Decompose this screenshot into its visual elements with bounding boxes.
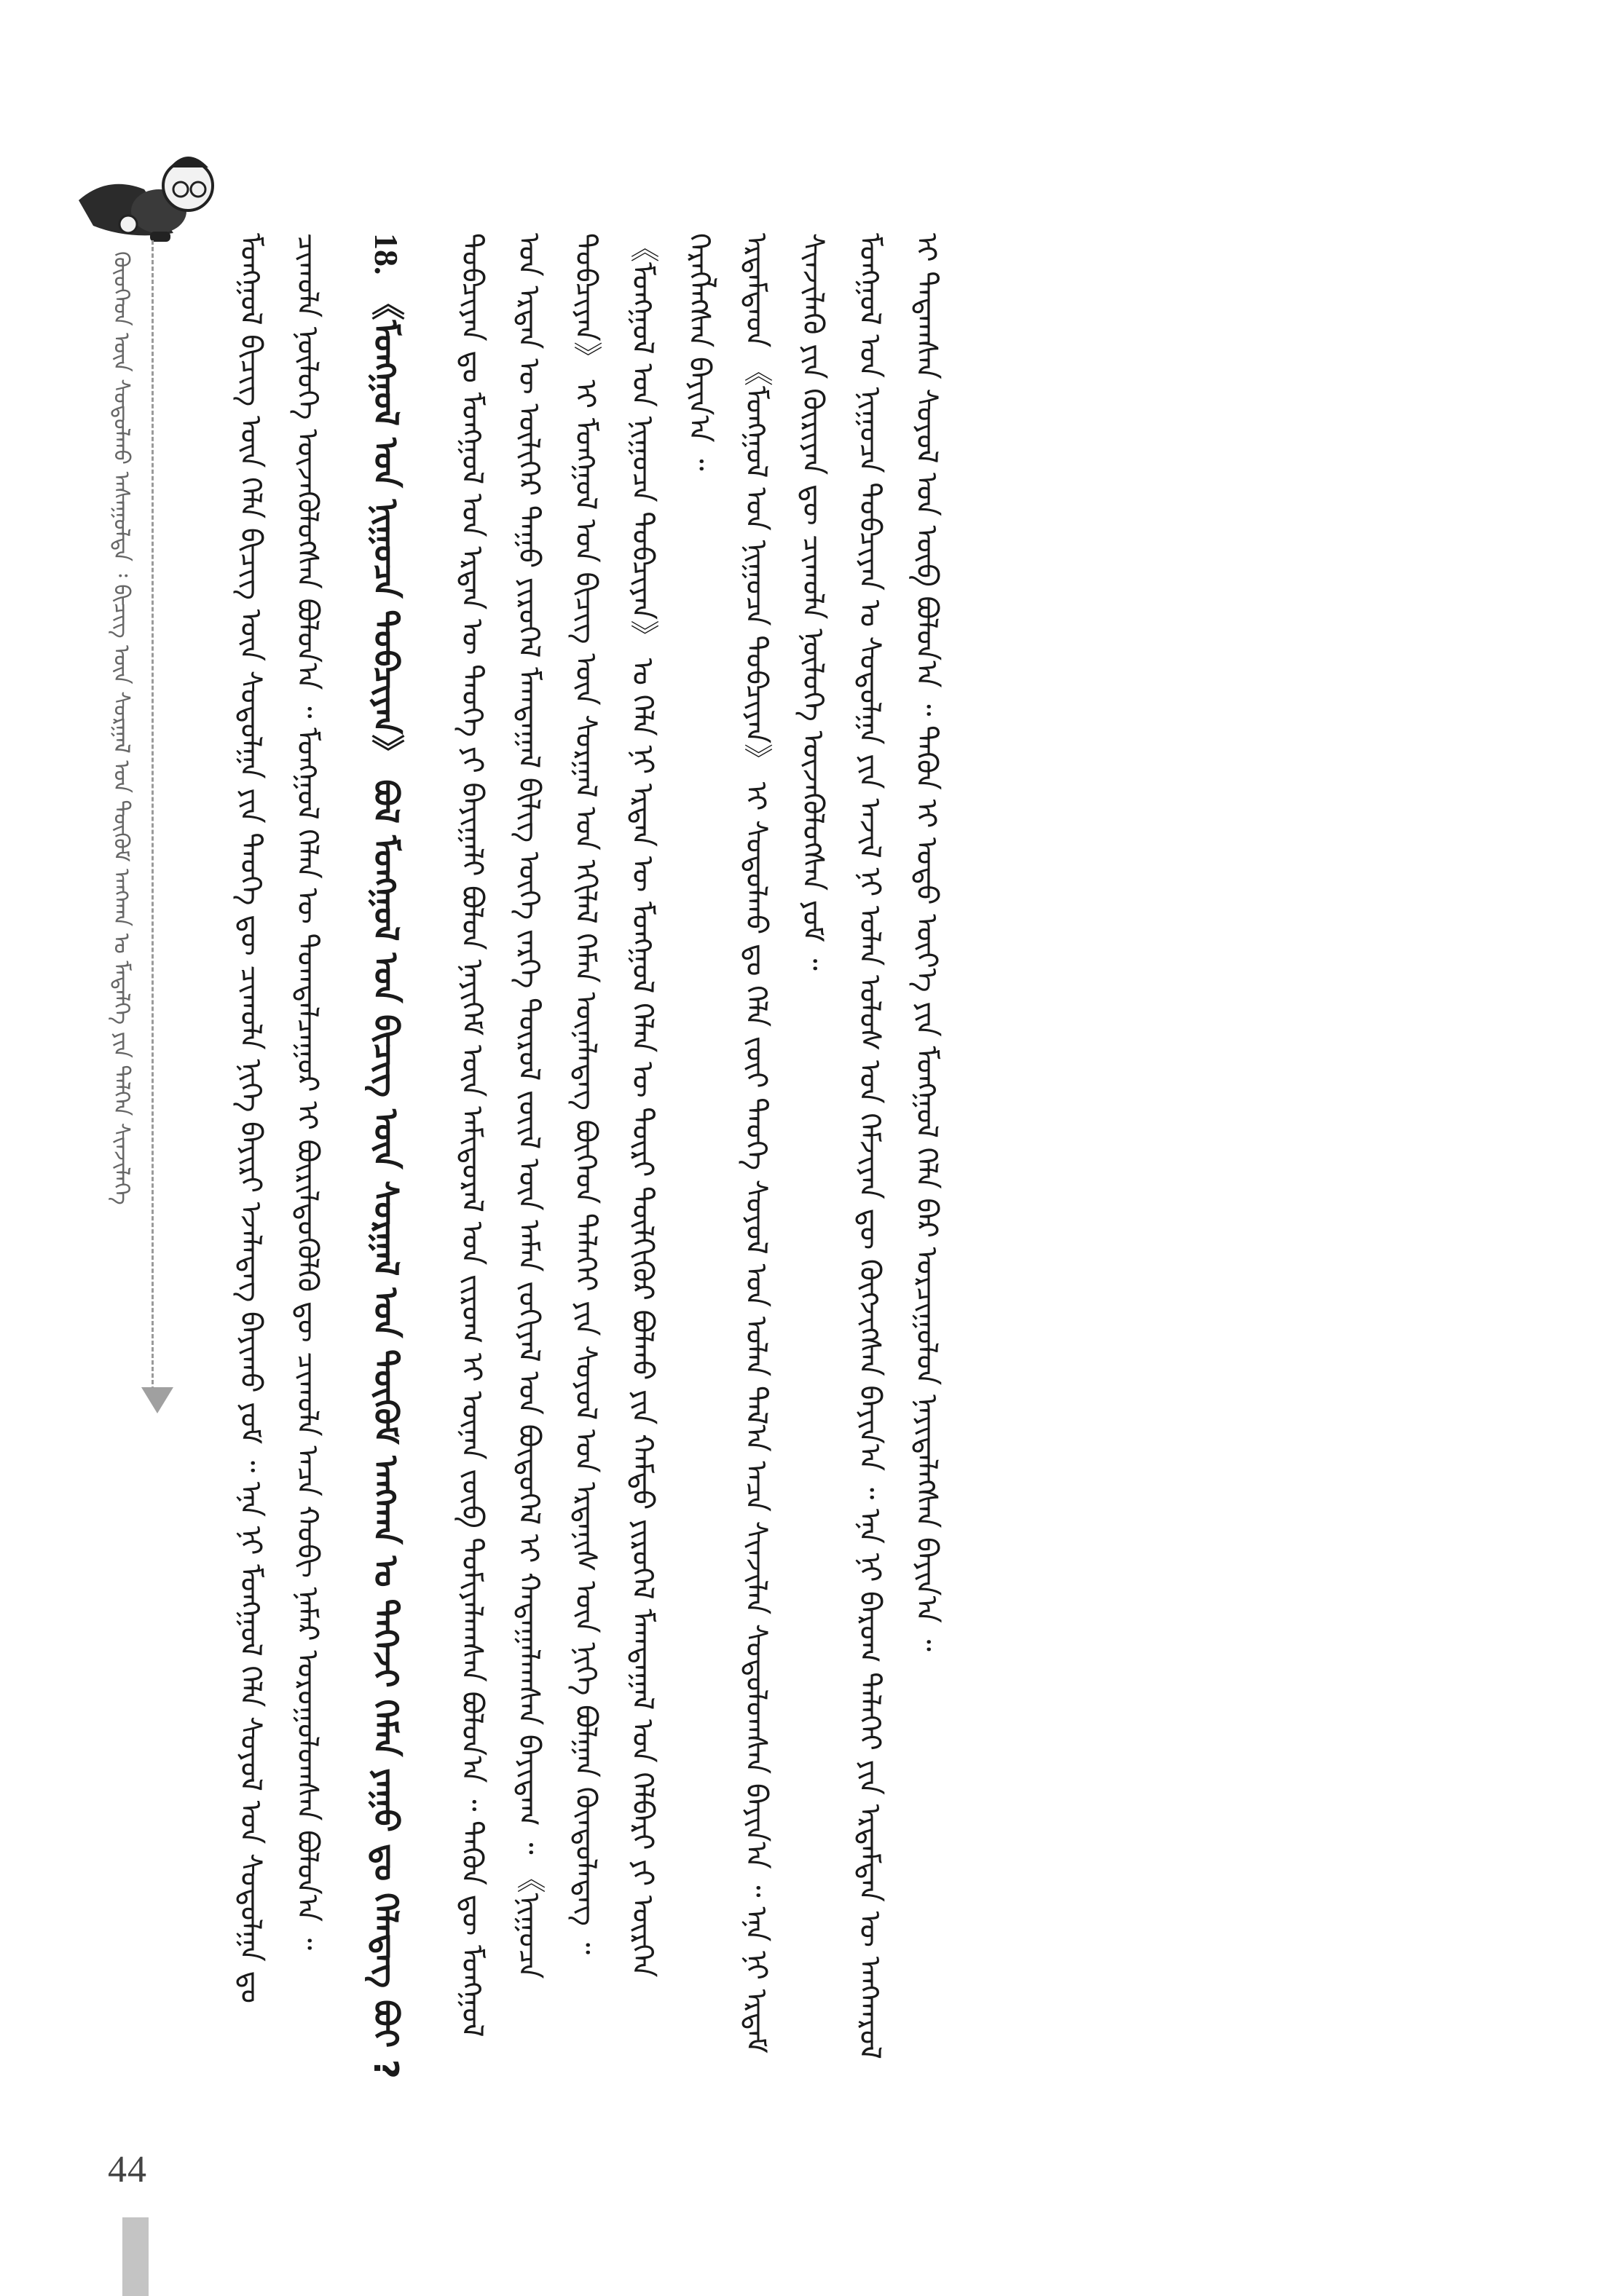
paragraph: ᠲᠣᠪᠴᠢᠶᠠᠨ ᠳᠤ ᠮᠣᠩᠭᠣᠯ ᠤᠨ ᠡᠷᠲᠡᠨ ᠦ ᠲᠡᠦᠬᠡ ᠶᠢ ᠪᠠᠶᠢᠭᠠᠯᠢ ᠪᠣᠯᠤᠨ ᠨᠡᠶᠢᠭᠡᠮ ᠦᠨ ᠠᠮᠢᠳᠤᠷᠠᠯ ᠤᠨ ᠵᠢᠷᠤᠭ ᠢ ᠦᠨᠡᠨ ᠵᠥᠪ ᠲᠣᠮᠢᠶᠠᠯᠠᠭᠰᠠᠨ ᠪᠣᠯᠤᠨ᠎ᠠ ᠃ ᠲᠡᠭᠦᠨ ᠳᠦ ᠮᠣᠩᠭᠣᠯ ᠤᠨ ᠡᠷᠲᠡᠨ ᠦ ᠦᠯᠢᠭᠡᠷ ᠳᠠᠭᠤ ᠶᠢᠷᠦᠭᠡᠯ ᠮᠠᠭᠲᠠᠭᠠᠯ ᠪᠢᠯᠢᠭ ᠦᠭᠡ ᠵᠡᠷᠭᠡ ᠲᠥᠷᠦᠯ ᠵᠦᠢᠯ ᠦᠨ ᠠᠮᠠᠨ ᠵᠣᠬᠢᠶᠠᠯ ᠤᠨ ᠪᠦᠲᠦᠭᠡᠯ ᠢ ᠬᠠᠳᠠᠭᠠᠯᠠᠭᠰᠠᠨ ᠪᠠᠶᠢᠳᠠᠭ ᠃ 《ᠨᠢᠭᠤᠴᠠ ᠲᠣᠪᠴᠢᠶᠠᠨ》 ᠢ ᠮᠣᠩᠭᠣᠯ ᠤᠨ ᠪᠢᠴᠢᠭ ᠦᠨ ᠰᠤᠷᠭᠠᠯ ᠤᠨ ᠡᠬᠢᠯᠡᠯ ᠬᠡᠮᠡᠨ ᠦᠨᠡᠯᠡᠳᠡᠭ ᠪᠥᠭᠡᠳ ᠳᠡᠯᠡᠬᠡᠢ ᠶᠢᠨ ᠰᠣᠶᠣᠯ ᠤᠨ ᠡᠷᠳᠡᠨᠢᠰ ᠦᠨ ᠨᠢᠭᠡ ᠪᠣᠯᠭᠠᠨ ᠬᠦᠨᠳᠦᠯᠡᠳᠡᠭ ᠃ 《ᠮᠣᠩᠭᠣᠯ ᠤᠨ ᠨᠢᠭᠤᠴᠠ ᠲᠣᠪᠴᠢᠶᠠᠨ》 ᠤ ᠬᠡᠯᠡ ᠨᠢ ᠡᠷᠲᠡᠨ ᠦ ᠮᠣᠩᠭᠣᠯ ᠬᠡᠯᠡᠨ ᠦ ᠳᠦᠷᠢ ᠲᠦᠯᠬᠢᠭᠦᠷ ᠪᠣᠯᠬᠤ ᠶᠢᠨ ᠬᠠᠮᠲᠤ ᠶᠢᠷᠦᠭᠡᠯ ᠮᠠᠭᠲᠠᠭᠠᠯ ᠤᠨ ᠬᠡᠯᠪᠡᠷᠢ ᠶᠢ ᠥᠷᠭᠡᠨ ᠬᠡᠷᠡᠭᠯᠡᠭᠰᠡᠨ ᠪᠠᠶᠢᠨ᠎ᠠ ᠃ [455,233,716,2037]
question-heading [358,233,414,2083]
heading-text: 《ᠮᠣᠩᠭᠣᠯ ᠤᠨ ᠨᠢᠭᠤᠴᠠ ᠲᠣᠪᠴᠢᠶᠠᠨ》 ᠪᠣᠯ ᠮᠣᠩᠭᠣᠯ ᠤᠨ ᠪᠢᠴᠢᠭ ᠦᠨ ᠰᠤᠷᠭᠠᠯ ᠤᠨ ᠲᠦᠬᠦᠮ ᠠᠩᠬᠠᠨ ᠤ ᠳᠡᠭᠡᠵᠢ ᠬᠡᠮᠡᠨ ᠶᠠᠭᠤ ᠳᠤ ᠬᠡᠯᠡᠳᠡᠭ ᠪᠤᠢ ? [366,286,406,2079]
paragraph: ᠮᠣᠩᠭᠣᠯ ᠪᠢᠴᠢᠭ ᠦᠨ ᠬᠡᠯᠡ ᠪᠢᠴᠢᠭ ᠦᠨ ᠰᠤᠳᠤᠯᠭᠠ ᠶᠢᠨ ᠲᠡᠦᠬᠡ ᠳᠦ ᠴᠢᠬᠤᠯᠠ ᠨᠢᠭᠡ ᠪᠠᠶᠢᠷᠢ ᠡᠵᠡᠯᠡᠳᠡᠭ ᠪᠠᠶᠢᠬᠤ ᠶᠤᠮ ᠃ ᠡᠨᠡ ᠨᠢ ᠮᠣᠩᠭᠣᠯ ᠬᠡᠯᠡ ᠰᠣᠶᠣᠯ ᠤᠨ ᠰᠤᠳᠤᠯᠭᠠ ᠳᠤ ᠴᠢᠬᠤᠯᠠ ᠨᠥᠯᠦᠭᠡ ᠦᠵᠡᠭᠦᠯᠦᠭᠰᠡᠨ ᠪᠣᠯᠤᠨ᠎ᠠ ᠃ ᠮᠣᠩᠭᠣᠯ ᠬᠡᠯᠡᠨ ᠦ ᠲᠣᠭᠲᠠᠯᠴᠠᠭᠤᠷ ᠢ ᠪᠦᠷᠢᠯᠳᠦᠭᠦᠯᠬᠦ ᠳᠦ ᠴᠢᠬᠤᠯᠠ ᠠᠴᠠ ᠬᠤᠪᠢ ᠨᠡᠮᠡᠷ ᠣᠷᠣᠭᠤᠯᠤᠭᠰᠠᠨ ᠪᠣᠯᠤᠨ᠎ᠠ ᠃ [234,233,324,2004]
main-text [222,233,1460,2083]
dashed-divider [152,240,154,1391]
page-number: 44 [108,2149,147,2190]
running-head: ᠬᠦᠦᠬᠡᠳ ᠦᠨ ᠰᠤᠳᠤᠯᠬᠤ ᠠᠰᠠᠭᠤᠯᠲᠠ ᠄ ᠪᠢᠴᠢᠭ ᠦᠨ ᠰᠤᠷᠭᠠᠯ ᠤᠨ ᠲᠦᠬᠦᠮ ᠠᠩᠬᠠᠨ ᠤ ᠮᠡᠳᠡᠯᠭᠡ ᠶᠢᠨ ᠳᠡᠯᠭᠡᠨ ᠰᠢᠨᠵᠢᠯᠡᠭᠡ [109,251,134,1205]
heading-number: 18. [368,233,405,275]
side-tab [122,2217,149,2296]
paragraph: ᠡᠷᠳᠡᠮᠲᠡᠳ 《ᠮᠣᠩᠭᠣᠯ ᠤᠨ ᠨᠢᠭᠤᠴᠠ ᠲᠣᠪᠴᠢᠶᠠᠨ》 ᠢ ᠰᠤᠳᠤᠯᠬᠤ ᠳᠤ ᠬᠡᠯᠡ ᠵᠦᠢ ᠲᠡᠦᠬᠡ ᠰᠣᠶᠣᠯ ᠤᠨ ᠣᠯᠠᠨ ᠲᠠᠯ᠎ᠠ ᠠᠴᠠ ᠰᠢᠨᠵᠢᠯᠡᠨ ᠰᠤᠳᠤᠯᠤᠭᠰᠠᠨ ᠪᠠᠶᠢᠨ᠎ᠠ ᠃ ᠡᠨᠡ ᠨᠢ ᠡᠷᠳᠡᠮ ᠰᠢᠨᠵᠢᠯᠡᠬᠦ ᠶᠢᠨ ᠬᠦᠷᠢᠶᠡᠨ ᠳᠦ ᠴᠢᠬᠤᠯᠠ ᠨᠥᠯᠦᠭᠡ ᠦᠵᠡᠭᠦᠯᠦᠭᠰᠡᠨ ᠶᠤᠮ ᠃ [739,233,830,2054]
paragraph: ᠮᠣᠩᠭᠣᠯ ᠤᠨ ᠨᠢᠭᠤᠴᠠ ᠲᠣᠪᠴᠢᠶᠠᠨ ᠤ ᠰᠤᠳᠤᠯᠭᠠ ᠶᠢᠨ ᠠᠵᠢᠯ ᠨᠢ ᠣᠯᠠᠨ ᠤᠯᠤᠰ ᠤᠨ ᠬᠡᠮᠵᠢᠶᠡᠨ ᠳᠦ ᠬᠥᠭᠵᠢᠭᠰᠡᠨ ᠪᠠᠶᠢᠨ᠎ᠠ ᠃ ᠡᠨᠡ ᠨᠢ ᠪᠠᠷᠤᠭ ᠳᠡᠯᠡᠬᠡᠢ ᠶᠢᠨ ᠡᠷᠳᠡᠮᠲᠡᠨ ᠦ ᠠᠩᠬᠠᠷᠤᠯ ᠢ ᠲᠠᠲᠠᠭᠰᠠᠨ ᠰᠣᠶᠣᠯ ᠤᠨ ᠥᠪ ᠪᠣᠯᠤᠨ᠎ᠠ ᠃ ᠲᠡᠭᠦᠨ ᠢ ᠣᠳᠣ ᠦᠶ᠎ᠡ ᠶᠢᠨ ᠮᠣᠩᠭᠣᠯ ᠬᠡᠯᠡ ᠪᠡᠷ ᠣᠷᠴᠢᠭᠤᠯᠤᠨ ᠨᠡᠶᠢᠲᠡᠯᠡᠭᠰᠡᠨ ᠪᠠᠶᠢᠨ᠎ᠠ ᠃ [853,233,943,2059]
mascot-illustration [64,131,224,262]
triangle-marker-icon [141,1387,173,1413]
